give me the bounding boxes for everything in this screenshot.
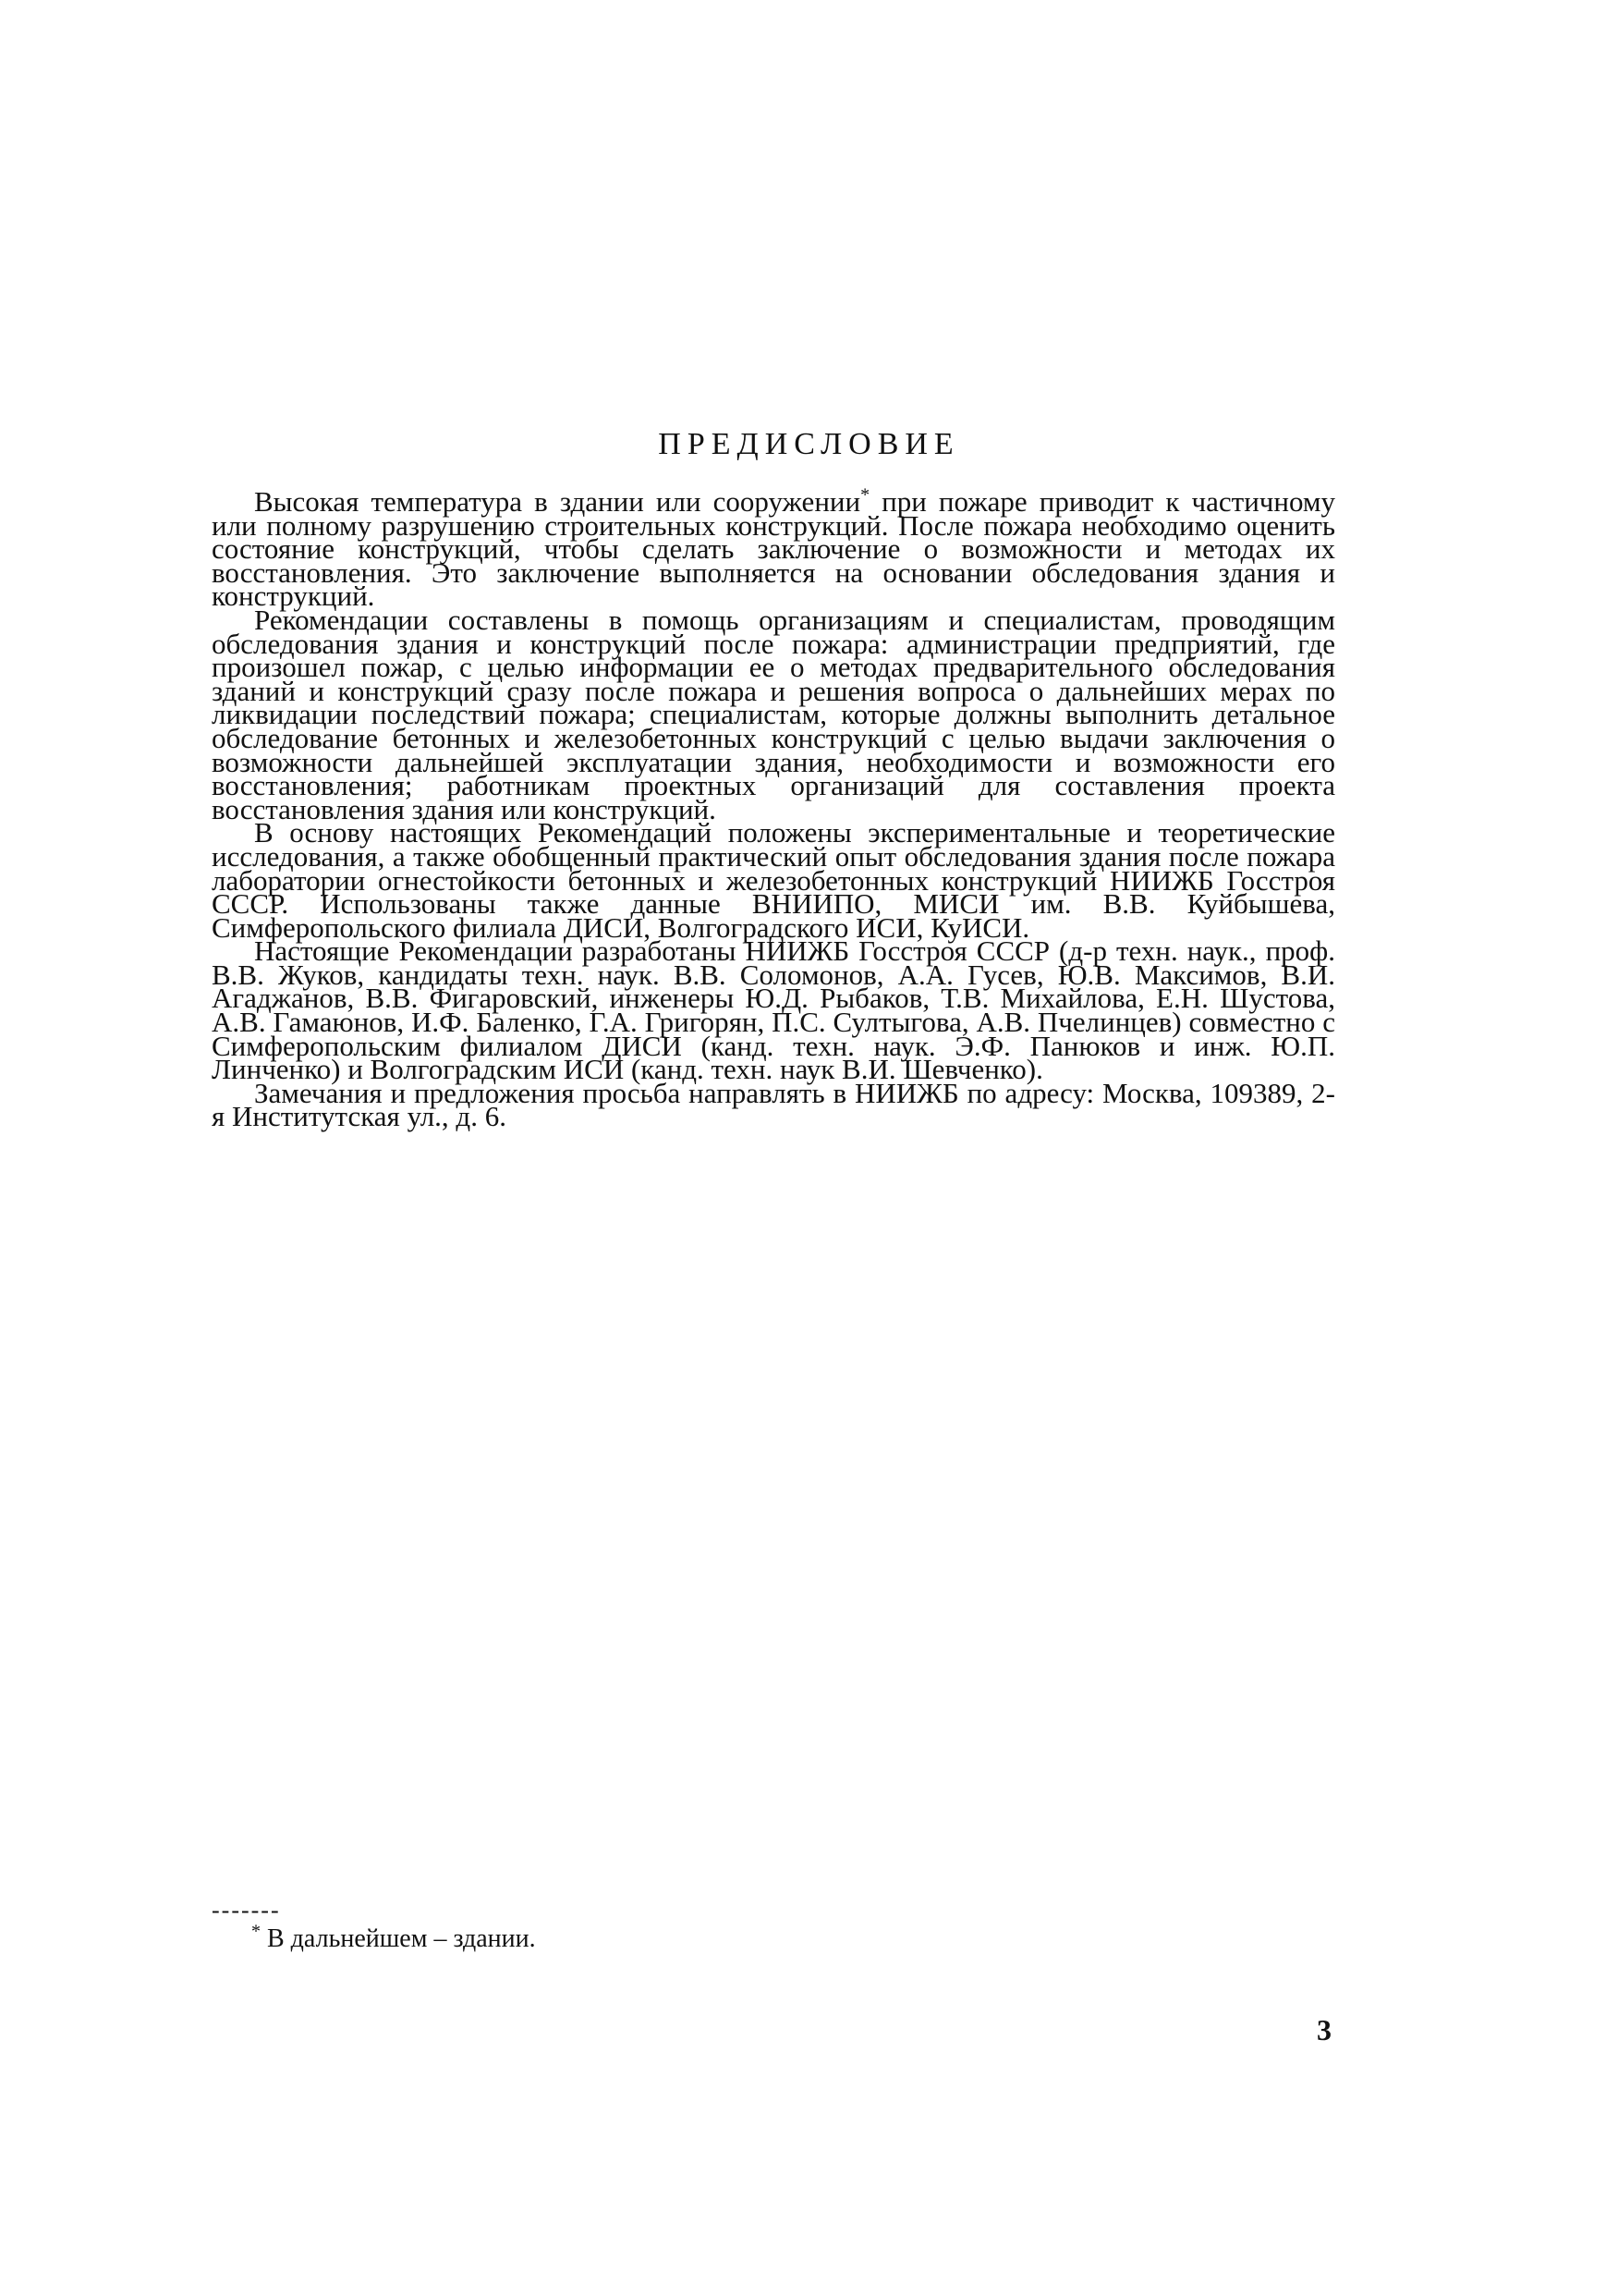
footnote [251, 1921, 536, 1954]
footnote-text: В дальнейшем – здании. [261, 1924, 536, 1953]
paragraph-intro [212, 484, 1335, 613]
paragraph-authors: Настоящие Рекомендации разработаны НИИЖБ Госстроя СССР (д-р техн. наук., проф. В.В. Жуков, кандидаты техн. наук. В.В. Соломонов, А.А. Гусев, Ю.В. Максимов, В.И. Агаджанов, В.В. Фигаровский, инженеры Ю.Д. Рыбаков, Т.В. Михайлова, Е.Н. Шустова, А.В. Гамаюнов, И.Ф. Баленко, Г.А. Григорян, П.С. Султыгова, А.В. Пчелинцев) совместно с Симферопольским филиалом ДИСИ (канд. техн. наук. Э.Ф. Панюков и инж. Ю.П. Линченко) и Волгоградским ИСИ (канд. техн. наук В.И. Шевченко). [212, 934, 1335, 1086]
body-text [212, 484, 1335, 1133]
paragraph-purpose: Рекомендации составлены в помощь организациям и специалистам, проводящим обследования здания и конструкций после пожара: администрации предприятий, где произошел пожар, с целью информации ее о методах предварительного обследования зданий и конструкций сразу после пожара и решения вопроса о дальнейших мерах по ликвидации последствий пожара; специалистам, которые должны выполнить детальное обследование бетонных и железобетонных конструкций с целью выдачи заключения о возможности дальнейшей эксплуатации здания, необходимости и возможности его восстановления; работникам проектных организаций для составления проекта восстановления здания или конструкций. [212, 603, 1335, 825]
footnote-mark: * [251, 1921, 261, 1942]
paragraph-contact: Замечания и предложения просьба направлять в НИИЖБ по адресу: Москва, 109389, 2-я Институтская ул., д. 6. [212, 1076, 1335, 1133]
footnote-reference: * [860, 484, 870, 506]
paragraph-intro-start: Высокая температура в здании или сооружении [254, 485, 861, 518]
paragraph-basis: В основу настоящих Рекомендаций положены экспериментальные и теоретические исследования, а также обобщенный практический опыт обследования здания после пожара лаборатории огнестойкости бетонных и железобетонных конструкций НИИЖБ Госстроя СССР. Использованы также данные ВНИИПО, МИСИ им. В.В. Куйбышева, Симферопольского филиала ДИСИ, Волгоградского ИСИ, КуИСИ. [212, 816, 1335, 944]
footnote-separator: ------- [212, 1897, 281, 1924]
page-number: 3 [1317, 2013, 1332, 2046]
paragraph-intro-end: при пожаре приводит к частичному или полному разрушению строительных конструкций. После пожара необходимо оценить состояние конструкций, чтобы сделать заключение о возможности и методах их восстановления. Это заключение выполняется на основании обследования здания и конструкций. [212, 485, 1335, 613]
page-title: ПРЕДИСЛОВИЕ [658, 427, 960, 461]
